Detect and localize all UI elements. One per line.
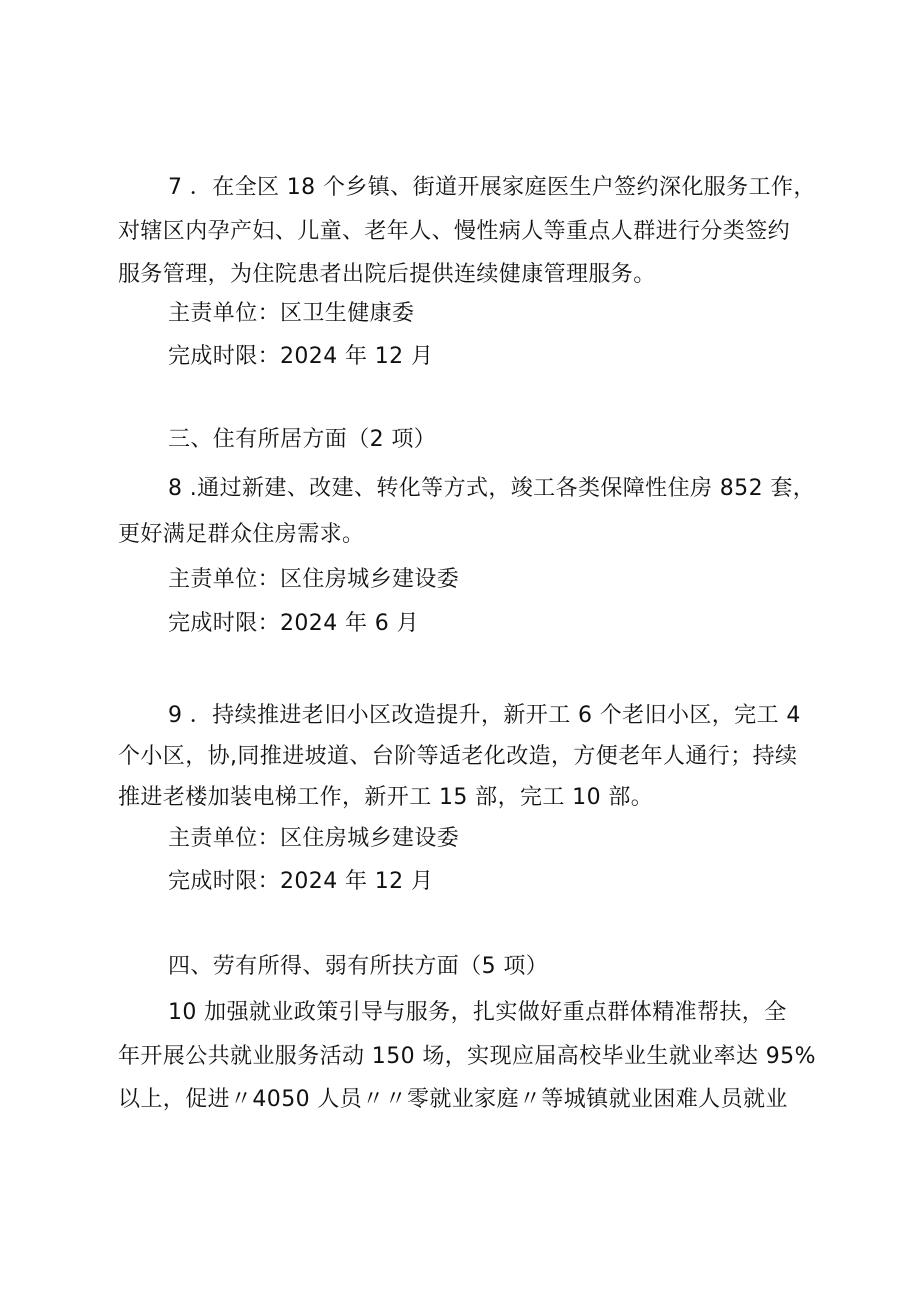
item-9-line-3: 推进老楼加装电梯工作，新开工 15 部，完工 10 部。 [118,785,654,810]
item-9-deadline: 完成时限：2024 年 12 月 [168,869,434,894]
item-10-line-3: 以上，促进〃4050 人员〃〃零就业家庭〃等城镇就业困难人员就业 [118,1087,788,1112]
item-9-responsible: 主责单位：区住房城乡建设委 [168,826,460,851]
item-10-line-2: 年开展公共就业服务活动 150 场，实现应届高校毕业生就业率达 95% [118,1044,816,1069]
item-10-line-1: 10 加强就业政策引导与服务，扎实做好重点群体精准帮扶，全 [168,1000,787,1025]
item-7-responsible: 主责单位：区卫生健康委 [168,301,415,326]
item-7-line-2: 对辖区内孕产妇、儿童、老年人、慢性病人等重点人群进行分类签约 [118,219,791,244]
item-8-responsible: 主责单位：区住房城乡建设委 [168,567,460,592]
item-7-line-1: 7 ．在全区 18 个乡镇、街道开展家庭医生户签约深化服务工作， [168,175,816,200]
item-7-deadline: 完成时限：2024 年 12 月 [168,344,434,369]
item-8-deadline: 完成时限：2024 年 6 月 [168,611,419,636]
item-8-line-1: 8 .通过新建、改建、转化等方式，竣工各类保障性住房 852 套， [168,476,816,501]
section-3-heading: 三、住有所居方面（2 项） [168,427,437,452]
item-9-line-1: 9 ．持续推进老旧小区改造提升，新开工 6 个老旧小区，完工 4 [168,703,801,728]
item-9-line-2: 个小区，协,同推进坡道、台阶等适老化改造，方便老年人通行；持续 [118,744,798,769]
item-7-line-3: 服务管理，为住院患者出院后提供连续健康管理服务。 [118,262,656,287]
section-4-heading: 四、劳有所得、弱有所扶方面（5 项） [168,954,549,979]
item-8-line-2: 更好满足群众住房需求。 [118,522,365,547]
